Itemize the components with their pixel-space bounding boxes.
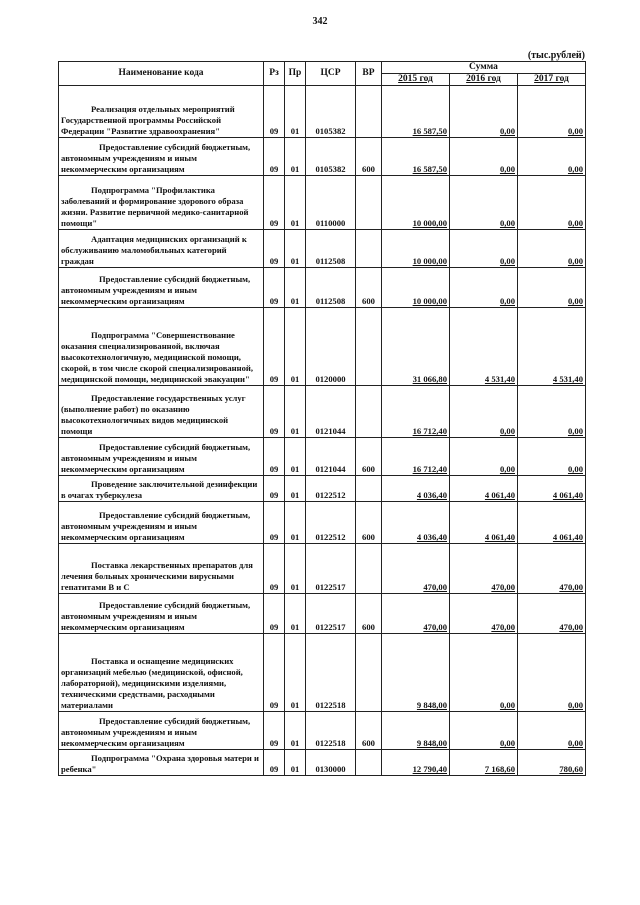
cell-sum-2017: 780,60: [518, 750, 586, 776]
cell-pr: 01: [285, 750, 306, 776]
cell-csr: 0122517: [306, 544, 356, 594]
cell-csr: 0122512: [306, 502, 356, 544]
cell-csr: 0105382: [306, 138, 356, 176]
cell-csr: 0121044: [306, 386, 356, 438]
cell-sum-2015: 16 587,50: [382, 138, 450, 176]
table-row: [59, 86, 586, 138]
cell-pr: 01: [285, 308, 306, 386]
cell-pr: 01: [285, 176, 306, 230]
cell-name: Поставка лекарственных препаратов для лечения больных хроническими вирусными гепатитами В и С: [59, 544, 264, 594]
cell-sum-2017: 4 061,40: [518, 502, 586, 544]
table-row: [59, 502, 586, 544]
header-name: Наименование кода: [59, 62, 264, 86]
cell-vr: [356, 86, 382, 138]
cell-sum-2017: 4 531,40: [518, 308, 586, 386]
cell-sum-2015: 9 848,00: [382, 712, 450, 750]
cell-csr: 0130000: [306, 750, 356, 776]
cell-sum-2015: 12 790,40: [382, 750, 450, 776]
cell-pr: 01: [285, 594, 306, 634]
cell-csr: 0112508: [306, 268, 356, 308]
cell-vr: 600: [356, 712, 382, 750]
cell-sum-2016: 0,00: [450, 634, 518, 712]
cell-rz: 09: [264, 594, 285, 634]
cell-sum-2016: 0,00: [450, 138, 518, 176]
cell-sum-2017: 0,00: [518, 634, 586, 712]
table-row: [59, 438, 586, 476]
cell-sum-2015: 470,00: [382, 544, 450, 594]
page-number: 342: [312, 16, 328, 27]
cell-pr: 01: [285, 438, 306, 476]
cell-sum-2015: 9 848,00: [382, 634, 450, 712]
table-row: [59, 268, 586, 308]
cell-sum-2016: 0,00: [450, 438, 518, 476]
cell-name: Подпрограмма "Профилактика заболеваний и формирование здорового образа жизни. Развитие первичной медико-санитарной помощи": [59, 176, 264, 230]
cell-sum-2017: 470,00: [518, 594, 586, 634]
cell-name: Адаптация медицинских организаций к обслуживанию маломобильных категорий граждан: [59, 230, 264, 268]
cell-sum-2015: 10 000,00: [382, 176, 450, 230]
header-2015: 2015 год: [382, 74, 450, 86]
table-row: [59, 544, 586, 594]
cell-rz: 09: [264, 544, 285, 594]
cell-sum-2017: 0,00: [518, 712, 586, 750]
cell-sum-2017: 0,00: [518, 386, 586, 438]
header-csr: ЦСР: [306, 62, 356, 86]
cell-rz: 09: [264, 750, 285, 776]
cell-vr: 600: [356, 438, 382, 476]
budget-table-body: [59, 86, 586, 776]
cell-vr: [356, 634, 382, 712]
cell-vr: [356, 176, 382, 230]
cell-pr: 01: [285, 634, 306, 712]
cell-sum-2017: 0,00: [518, 86, 586, 138]
header-sum: Сумма: [382, 62, 586, 74]
cell-rz: 09: [264, 476, 285, 502]
cell-sum-2015: 10 000,00: [382, 230, 450, 268]
cell-sum-2017: 0,00: [518, 230, 586, 268]
cell-rz: 09: [264, 138, 285, 176]
cell-sum-2015: 470,00: [382, 594, 450, 634]
cell-sum-2016: 0,00: [450, 176, 518, 230]
cell-name: Предоставление субсидий бюджетным, автономным учреждениям и иным некоммерческим организациям: [59, 268, 264, 308]
cell-vr: [356, 230, 382, 268]
cell-name: Предоставление субсидий бюджетным, автономным учреждениям и иным некоммерческим организациям: [59, 138, 264, 176]
cell-vr: [356, 544, 382, 594]
cell-name: Предоставление государственных услуг (выполнение работ) по оказанию высокотехнологичных видов медицинской помощи: [59, 386, 264, 438]
cell-name: Предоставление субсидий бюджетным, автономным учреждениям и иным некоммерческим организациям: [59, 502, 264, 544]
cell-sum-2017: 0,00: [518, 438, 586, 476]
cell-vr: 600: [356, 502, 382, 544]
cell-sum-2016: 0,00: [450, 386, 518, 438]
cell-sum-2016: 0,00: [450, 86, 518, 138]
header-2016: 2016 год: [450, 74, 518, 86]
cell-vr: 600: [356, 594, 382, 634]
table-row: [59, 750, 586, 776]
table-row: [59, 594, 586, 634]
cell-sum-2016: 0,00: [450, 712, 518, 750]
table-row: [59, 386, 586, 438]
cell-rz: 09: [264, 712, 285, 750]
cell-sum-2015: 16 712,40: [382, 386, 450, 438]
cell-sum-2015: 31 066,80: [382, 308, 450, 386]
cell-rz: 09: [264, 438, 285, 476]
cell-name: Проведение заключительной дезинфекции в очагах туберкулеза: [59, 476, 264, 502]
cell-pr: 01: [285, 230, 306, 268]
cell-csr: 0110000: [306, 176, 356, 230]
cell-sum-2015: 4 036,40: [382, 476, 450, 502]
table-row: [59, 308, 586, 386]
cell-sum-2017: 0,00: [518, 138, 586, 176]
cell-pr: 01: [285, 544, 306, 594]
header-2017: 2017 год: [518, 74, 586, 86]
cell-sum-2017: 4 061,40: [518, 476, 586, 502]
cell-rz: 09: [264, 268, 285, 308]
cell-sum-2016: 0,00: [450, 268, 518, 308]
cell-pr: 01: [285, 502, 306, 544]
cell-sum-2016: 4 061,40: [450, 502, 518, 544]
cell-rz: 09: [264, 86, 285, 138]
cell-sum-2016: 470,00: [450, 544, 518, 594]
cell-name: Реализация отдельных мероприятий Государственной программы Российской Федерации "Развитие здравоохранения": [59, 86, 264, 138]
cell-vr: [356, 308, 382, 386]
table-row: [59, 634, 586, 712]
cell-csr: 0122518: [306, 712, 356, 750]
cell-csr: 0112508: [306, 230, 356, 268]
header-vr: ВР: [356, 62, 382, 86]
units-label: (тыс.рублей): [527, 50, 585, 61]
cell-vr: [356, 476, 382, 502]
cell-csr: 0121044: [306, 438, 356, 476]
cell-name: Подпрограмма "Совершенствование оказания специализированной, включая высокотехнологичную, медицинской помощи, скорой, в том числе скорой специализированной, медицинской помощи, медицинской эвакуации": [59, 308, 264, 386]
cell-name: Предоставление субсидий бюджетным, автономным учреждениям и иным некоммерческим организациям: [59, 438, 264, 476]
cell-pr: 01: [285, 86, 306, 138]
cell-rz: 09: [264, 308, 285, 386]
cell-rz: 09: [264, 386, 285, 438]
cell-sum-2016: 4 061,40: [450, 476, 518, 502]
cell-pr: 01: [285, 476, 306, 502]
cell-pr: 01: [285, 138, 306, 176]
cell-csr: 0122512: [306, 476, 356, 502]
cell-sum-2017: 470,00: [518, 544, 586, 594]
cell-pr: 01: [285, 268, 306, 308]
cell-pr: 01: [285, 712, 306, 750]
cell-rz: 09: [264, 176, 285, 230]
cell-rz: 09: [264, 634, 285, 712]
cell-csr: 0122518: [306, 634, 356, 712]
table-row: [59, 476, 586, 502]
table-row: [59, 712, 586, 750]
cell-vr: [356, 386, 382, 438]
cell-csr: 0120000: [306, 308, 356, 386]
cell-sum-2015: 16 712,40: [382, 438, 450, 476]
cell-sum-2016: 4 531,40: [450, 308, 518, 386]
header-pr: Пр: [285, 62, 306, 86]
cell-name: Предоставление субсидий бюджетным, автономным учреждениям и иным некоммерческим организациям: [59, 712, 264, 750]
budget-table: [58, 61, 586, 776]
cell-sum-2015: 10 000,00: [382, 268, 450, 308]
table-row: [59, 176, 586, 230]
cell-sum-2017: 0,00: [518, 268, 586, 308]
cell-sum-2016: 7 168,60: [450, 750, 518, 776]
cell-sum-2017: 0,00: [518, 176, 586, 230]
cell-vr: [356, 750, 382, 776]
cell-pr: 01: [285, 386, 306, 438]
cell-sum-2016: 470,00: [450, 594, 518, 634]
cell-vr: 600: [356, 268, 382, 308]
cell-rz: 09: [264, 230, 285, 268]
cell-name: Подпрограмма "Охрана здоровья матери и ребенка": [59, 750, 264, 776]
table-row: [59, 138, 586, 176]
cell-csr: 0105382: [306, 86, 356, 138]
cell-sum-2015: 16 587,50: [382, 86, 450, 138]
cell-vr: 600: [356, 138, 382, 176]
table-row: [59, 230, 586, 268]
cell-sum-2015: 4 036,40: [382, 502, 450, 544]
cell-name: Поставка и оснащение медицинских организаций мебелью (медицинской, офисной, лабораторной), медицинскими изделиями, техническими средствами, расходными материалами: [59, 634, 264, 712]
cell-rz: 09: [264, 502, 285, 544]
header-rz: Рз: [264, 62, 285, 86]
cell-sum-2016: 0,00: [450, 230, 518, 268]
cell-csr: 0122517: [306, 594, 356, 634]
cell-name: Предоставление субсидий бюджетным, автономным учреждениям и иным некоммерческим организациям: [59, 594, 264, 634]
